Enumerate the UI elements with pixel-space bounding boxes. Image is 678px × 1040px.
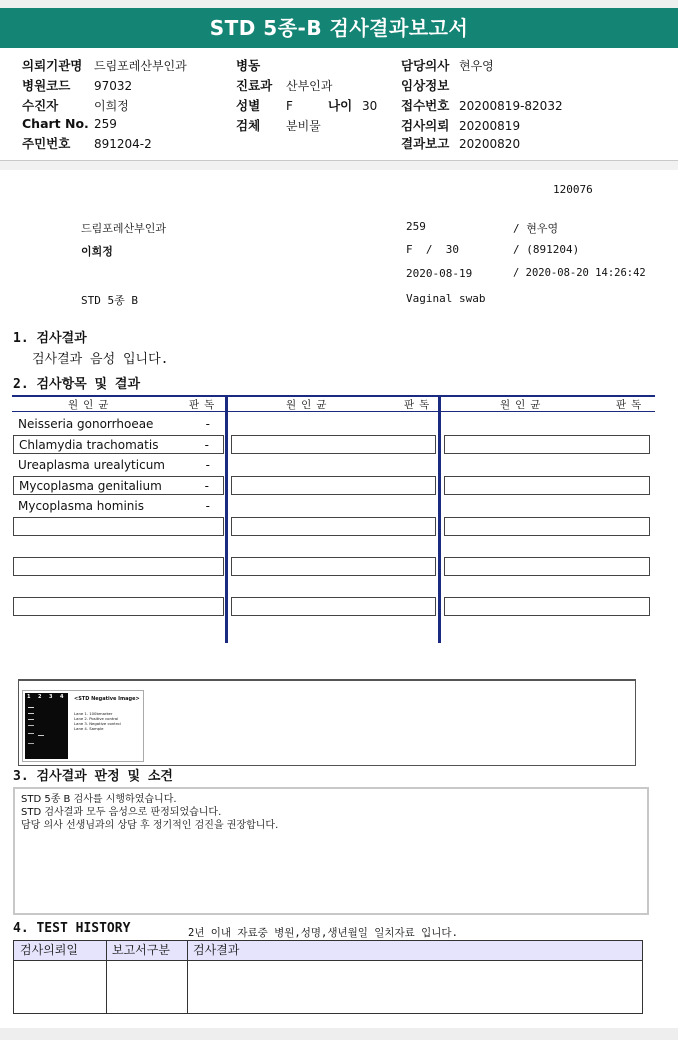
- col-head-result-2: 판독: [404, 399, 435, 411]
- gel-band: [28, 713, 34, 714]
- result-value: -: [205, 458, 210, 472]
- bottom-strip: [0, 1028, 678, 1040]
- history-table: [13, 940, 643, 1014]
- organism-name: Mycoplasma hominis: [18, 499, 144, 513]
- report-test-name: STD 5종 B: [81, 294, 138, 307]
- top-strip: [0, 0, 678, 8]
- report-hospital: 드림포레산부인과: [81, 222, 167, 235]
- empty-row: [444, 476, 650, 495]
- empty-row: [231, 476, 436, 495]
- report-title: STD 5종-B 검사결과보고서: [0, 8, 678, 48]
- gel-band: [28, 707, 34, 708]
- summary-line: STD 5종 B 검사를 시행하였습니다.: [21, 794, 177, 805]
- lane-number: 2: [38, 694, 42, 700]
- result-row: [13, 435, 224, 454]
- info-ward: 병동: [236, 58, 261, 73]
- gel-band: [28, 719, 34, 720]
- info-specimen: 검체 분비물: [236, 118, 321, 133]
- result-row: [13, 456, 224, 475]
- history-header-result: 검사결과: [187, 941, 642, 961]
- info-chart-no: Chart No. 259: [22, 116, 117, 131]
- history-note: 2년 이내 자료중 병원,성명,생년월일 일치자료 입니다.: [188, 927, 458, 939]
- empty-row: [231, 435, 436, 454]
- empty-row: [13, 557, 224, 576]
- gel-image: [22, 690, 144, 762]
- lane-number: 4: [60, 694, 64, 700]
- report-datetime: / 2020-08-20 14:26:42: [513, 267, 646, 279]
- history-divider: [106, 941, 107, 1013]
- info-department: 진료과 산부인과: [236, 78, 333, 93]
- info-doctor: 담당의사 현우영: [401, 58, 494, 73]
- section1-title: 1. 검사결과: [13, 331, 87, 346]
- results-grid-divider-1: [225, 395, 228, 643]
- result-value: -: [204, 438, 209, 452]
- section2-title: 2. 검사항목 및 결과: [13, 377, 141, 392]
- info-resident-no: 주민번호 891204-2: [22, 136, 152, 151]
- summary-line: STD 검사결과 모두 음성으로 판정되었습니다.: [21, 807, 222, 818]
- gel-band: [28, 733, 34, 734]
- organism-name: Ureaplasma urealyticum: [18, 458, 165, 472]
- info-age: 나이 30: [328, 98, 378, 113]
- gel-legend-item: Lane 2. Positive control: [74, 716, 119, 721]
- empty-row: [231, 517, 436, 536]
- empty-row: [231, 557, 436, 576]
- result-value: -: [205, 417, 210, 431]
- gel-band: [38, 735, 44, 736]
- empty-row: [444, 435, 650, 454]
- result-value: -: [204, 479, 209, 493]
- result-value: -: [205, 499, 210, 513]
- header-separator: [0, 160, 678, 170]
- organism-name: Chlamydia trachomatis: [19, 438, 159, 452]
- organism-name: Neisseria gonorrhoeae: [18, 417, 154, 431]
- empty-row: [444, 557, 650, 576]
- info-patient: 수진자 이희정: [22, 98, 129, 113]
- col-head-organism-3: 원인균: [500, 399, 546, 411]
- empty-row: [13, 597, 224, 616]
- empty-row: [231, 597, 436, 616]
- gel-legend-item: Lane 4. Sample: [74, 726, 104, 731]
- gel-title: <STD Negative Image>: [74, 696, 140, 702]
- organism-name: Mycoplasma genitalium: [19, 479, 162, 493]
- empty-row: [444, 517, 650, 536]
- report-patient: 이희정: [81, 245, 113, 258]
- summary-line: 담당 의사 선생님과의 상담 후 정기적인 검진을 권장합니다.: [21, 820, 279, 831]
- history-divider: [187, 941, 188, 1013]
- empty-row: [444, 597, 650, 616]
- col-head-organism-1: 원인균: [68, 399, 114, 411]
- results-grid-divider-2: [438, 395, 441, 643]
- report-birth: / (891204): [513, 243, 580, 256]
- info-request-date: 검사의뢰 20200819: [401, 118, 521, 133]
- gel-legend-item: Lane 1. 100bmarker: [74, 711, 113, 716]
- gel-band: [28, 743, 34, 744]
- result-row: [13, 415, 224, 434]
- result-row: [13, 497, 224, 516]
- info-sex: 성별 F: [236, 98, 293, 113]
- report-request-date: 2020-08-19: [406, 267, 473, 280]
- summary-box: [13, 787, 649, 915]
- gel-legend: [74, 711, 121, 731]
- section1-text: 검사결과 음성 입니다.: [32, 352, 169, 367]
- col-head-organism-2: 원인균: [286, 399, 332, 411]
- history-header-request-date: 검사의뢰일: [14, 941, 106, 961]
- empty-row: [13, 517, 224, 536]
- info-report-date: 결과보고 20200820: [401, 136, 521, 151]
- lane-number: 3: [49, 694, 53, 700]
- section4-title: 4. TEST HISTORY: [13, 921, 131, 936]
- gel-band: [28, 725, 34, 726]
- lane-number: 1: [27, 694, 31, 700]
- col-head-result-3: 판독: [616, 399, 647, 411]
- result-row: [13, 476, 224, 495]
- gel-lanes-panel: [25, 693, 68, 759]
- gel-legend-item: Lane 3. Negative control: [74, 721, 121, 726]
- report-doctor: / 현우영: [513, 222, 559, 235]
- col-head-result-1: 판독: [189, 399, 220, 411]
- section3-title: 3. 검사결과 판정 및 소견: [13, 769, 173, 784]
- report-chart-no: 259: [406, 220, 426, 233]
- report-sex-age: F / 30: [406, 243, 459, 256]
- history-header-report-type: 보고서구분: [106, 941, 187, 961]
- info-hospital-code: 병원코드 97032: [22, 78, 133, 93]
- report-code: 120076: [553, 183, 593, 196]
- report-specimen: Vaginal swab: [406, 292, 486, 305]
- info-receipt-no: 접수번호 20200819-82032: [401, 98, 563, 113]
- info-hospital: 의뢰기관명 드림포레산부인과: [22, 58, 187, 73]
- info-clinical: 임상정보: [401, 78, 450, 93]
